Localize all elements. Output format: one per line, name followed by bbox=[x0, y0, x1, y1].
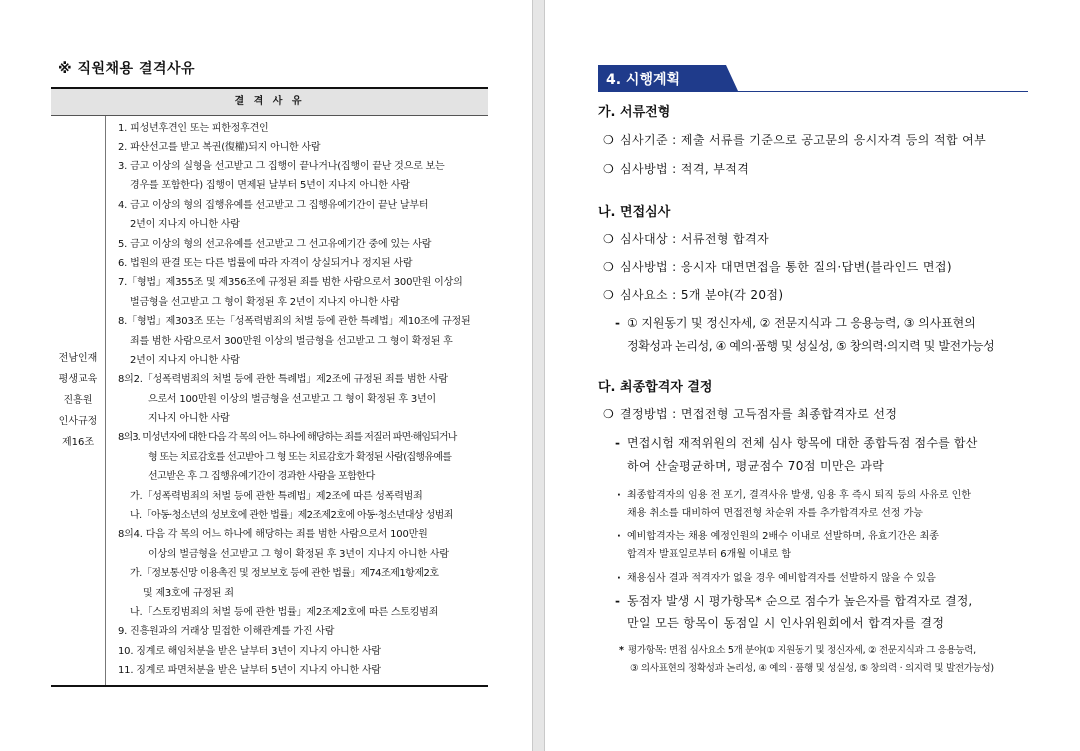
continuation-line bbox=[627, 504, 923, 519]
dash-line bbox=[615, 592, 972, 609]
bullet-mark: ❍ bbox=[603, 232, 615, 246]
section-title: ※ 직원채용 결격사유 bbox=[58, 61, 196, 77]
list-item: 6. 법원의 판결 또는 다른 법률에 따라 자격이 상실되거나 정지된 사람 bbox=[118, 258, 413, 269]
list-item: 나.「아동·청소년의 성보호에 관한 법률」제2조제2호에 아동·청소년대상 성범죄 bbox=[130, 510, 453, 521]
list-item: 5. 금고 이상의 형의 선고유예를 선고받고 그 선고유예기간 중에 있는 사람 bbox=[118, 239, 432, 250]
line-text: 심사대상 : 서류전형 합격자 bbox=[620, 232, 769, 246]
row-label-line: 평생교육 bbox=[58, 374, 98, 385]
line-text: 채용심사 결과 적격자가 없을 경우 예비합격자를 선발하지 않을 수 있음 bbox=[627, 573, 936, 584]
list-item: 1. 피성년후견인 또는 피한정후견인 bbox=[118, 123, 269, 134]
row-label-line: 제16조 bbox=[61, 437, 95, 448]
continuation-line bbox=[627, 337, 994, 354]
line-text: 결정방법 : 면접전형 고득점자를 최종합격자로 선정 bbox=[620, 407, 898, 421]
list-item: 가.「정보통신망 이용촉진 및 정보보호 등에 관한 법률」제74조제1항제2호 bbox=[130, 568, 439, 579]
asterisk-mark: * bbox=[619, 645, 624, 656]
table-header: 결 격 사 유 bbox=[51, 87, 488, 116]
section-banner bbox=[598, 65, 1028, 92]
dot-line bbox=[617, 527, 939, 542]
list-item: 및 제3호에 규정된 죄 bbox=[143, 588, 234, 599]
dot-line bbox=[617, 569, 936, 584]
list-item: 8의4. 다음 각 목의 어느 하나에 해당하는 죄를 범한 사람으로서 100만원 bbox=[118, 529, 428, 540]
list-item: 8.「형법」제303조 또는「성폭력범죄의 처벌 등에 관한 특례법」제10조에 규정된 bbox=[118, 316, 471, 327]
dash-line bbox=[615, 314, 976, 331]
list-item: 8의3. 미성년자에 대한 다음 각 목의 어느 하나에 해당하는 죄를 저질러 파면·해임되거나 bbox=[118, 432, 457, 443]
list-item: 으로서 100만원 이상의 벌금형을 선고받고 그 형이 확정된 후 3년이 bbox=[148, 394, 436, 405]
line-text: 심사기준 : 제출 서류를 기준으로 공고문의 응시자격 등의 적합 여부 bbox=[620, 133, 987, 147]
row-label bbox=[51, 348, 105, 453]
heading-final-decision: 다. 최종합격자 결정 bbox=[598, 380, 713, 395]
continuation-line bbox=[627, 614, 944, 631]
continuation-line bbox=[627, 457, 884, 474]
disqualification-table bbox=[51, 87, 488, 687]
list-item: 4. 금고 이상의 형의 집행유예를 선고받고 그 집행유예기간이 끝난 날부터 bbox=[118, 200, 429, 211]
line-text: 최종합격자의 임용 전 포기, 결격사유 발생, 임용 후 즉시 퇴직 등의 사유로 인한 bbox=[627, 490, 971, 501]
dot-mark: · bbox=[617, 490, 621, 501]
dash-line bbox=[615, 434, 978, 451]
list-item: 형 또는 치료감호를 선고받아 그 형 또는 치료감호가 확정된 사람(집행유예를 bbox=[148, 452, 452, 463]
list-item: 2년이 지나지 아니한 사람 bbox=[130, 219, 240, 230]
list-item: 지나지 아니한 사람 bbox=[148, 413, 230, 424]
line-text: 정확성과 논리성, ④ 예의·품행 및 성실성, ⑤ 창의력·의지력 및 발전가능성 bbox=[627, 339, 995, 353]
line-text: 심사요소 : 5개 분야(각 20점) bbox=[620, 288, 784, 302]
list-item: 벌금형을 선고받고 그 형이 확정된 후 2년이 지나지 아니한 사람 bbox=[130, 297, 400, 308]
line-text: ① 지원동기 및 정신자세, ② 전문지식과 그 응용능력, ③ 의사표현의 bbox=[627, 316, 976, 330]
bullet-line bbox=[603, 286, 784, 303]
row-label-line: 인사규정 bbox=[58, 416, 98, 427]
bullet-mark: ❍ bbox=[603, 260, 615, 274]
bullet-line bbox=[603, 405, 897, 422]
continuation-line bbox=[630, 660, 994, 674]
list-item: 가.「성폭력범죄의 처벌 등에 관한 특례법」제2조에 따른 성폭력범죄 bbox=[130, 491, 423, 502]
list-item: 2. 파산선고를 받고 복권(復權)되지 아니한 사람 bbox=[118, 142, 321, 153]
line-text: 채용 취소를 대비하여 면접전형 차순위 자를 추가합격자로 선정 가능 bbox=[627, 508, 923, 519]
list-item: 10. 징계로 해임처분을 받은 날부터 3년이 지나지 아니한 사람 bbox=[118, 646, 381, 657]
footnote-line bbox=[619, 642, 976, 656]
table-body bbox=[51, 116, 488, 687]
list-item: 경우를 포함한다) 집행이 면제된 날부터 5년이 지나지 아니한 사람 bbox=[130, 180, 410, 191]
bullet-mark: ❍ bbox=[603, 133, 615, 147]
bullet-line bbox=[603, 160, 749, 177]
line-text: 면접시험 재적위원의 전체 심사 항목에 대한 종합득점 점수를 합산 bbox=[627, 436, 978, 450]
dash-mark: - bbox=[615, 436, 621, 450]
line-text: 심사방법 : 적격, 부적격 bbox=[620, 162, 750, 176]
line-text: 심사방법 : 응시자 대면면접을 통한 질의·답변(블라인드 면접) bbox=[620, 260, 952, 274]
list-item: 7.「형법」제355조 및 제356조에 규정된 죄를 범한 사람으로서 300만원 이상의 bbox=[118, 277, 463, 288]
bullet-mark: ❍ bbox=[603, 162, 615, 176]
list-item: 이상의 벌금형을 선고받고 그 형이 확정된 후 3년이 지나지 아니한 사람 bbox=[148, 549, 449, 560]
continuation-line bbox=[627, 545, 791, 560]
dash-mark: - bbox=[615, 316, 620, 330]
list-item: 2년이 지나지 아니한 사람 bbox=[130, 355, 240, 366]
bullet-line bbox=[603, 230, 769, 247]
dot-mark: · bbox=[617, 573, 621, 584]
line-text: 동점자 발생 시 평가항목* 순으로 점수가 높은자를 합격자로 결정, bbox=[627, 594, 973, 608]
left-page bbox=[0, 0, 532, 751]
bullet-mark: ❍ bbox=[603, 407, 615, 421]
line-text: 합격자 발표일로부터 6개월 이내로 함 bbox=[627, 549, 791, 560]
list-item: 9. 진흥원과의 거래상 밀접한 이해관계를 가진 사람 bbox=[118, 626, 335, 637]
row-label-cell bbox=[51, 116, 106, 685]
dash-mark: - bbox=[615, 594, 621, 608]
row-label-line: 진흥원 bbox=[63, 395, 93, 406]
list-item: 선고받은 후 그 집행유예기간이 경과한 사람을 포함한다 bbox=[148, 471, 375, 482]
row-label-line: 전남인재 bbox=[58, 353, 98, 364]
line-text: 평가항목: 면접 심사요소 5개 분야(① 지원동기 및 정신자세, ② 전문지식과 그 응용능력, bbox=[628, 645, 976, 656]
line-text: 하여 산술평균하며, 평균점수 70점 미만은 과락 bbox=[627, 459, 885, 473]
line-text: 만일 모든 항목이 동점일 시 인사위원회에서 합격자를 결정 bbox=[627, 616, 945, 630]
bullet-line bbox=[603, 131, 986, 148]
bullet-line bbox=[603, 258, 952, 275]
list-item: 8의2.「성폭력범죄의 처벌 등에 관한 특례법」제2조에 규정된 죄를 범한 사람 bbox=[118, 374, 448, 385]
line-text: ③ 의사표현의 정확성과 논리성, ④ 예의 · 품행 및 성실성, ⑤ 창의력 · 의지력 및 발전가능성) bbox=[630, 663, 994, 674]
dot-mark: · bbox=[617, 531, 621, 542]
banner-title: 4. 시행계획 bbox=[606, 72, 681, 88]
bullet-mark: ❍ bbox=[603, 288, 615, 302]
list-item: 나.「스토킹범죄의 처벌 등에 관한 법률」제2조제2호에 따른 스토킹범죄 bbox=[130, 607, 439, 618]
list-item: 11. 징계로 파면처분을 받은 날부터 5년이 지나지 아니한 사람 bbox=[118, 665, 381, 676]
list-item: 죄를 범한 사람으로서 300만원 이상의 벌금형을 선고받고 그 형이 확정된 후 bbox=[130, 336, 453, 347]
heading-interview: 나. 면접심사 bbox=[598, 205, 671, 220]
dot-line bbox=[617, 486, 971, 501]
page-gutter bbox=[532, 0, 545, 751]
heading-document-screening: 가. 서류전형 bbox=[598, 105, 671, 120]
line-text: 예비합격자는 채용 예정인원의 2배수 이내로 선발하며, 유효기간은 최종 bbox=[627, 531, 939, 542]
right-page bbox=[545, 0, 1080, 751]
list-item: 3. 금고 이상의 실형을 선고받고 그 집행이 끝나거나(집행이 끝난 것으로 보는 bbox=[118, 161, 445, 172]
